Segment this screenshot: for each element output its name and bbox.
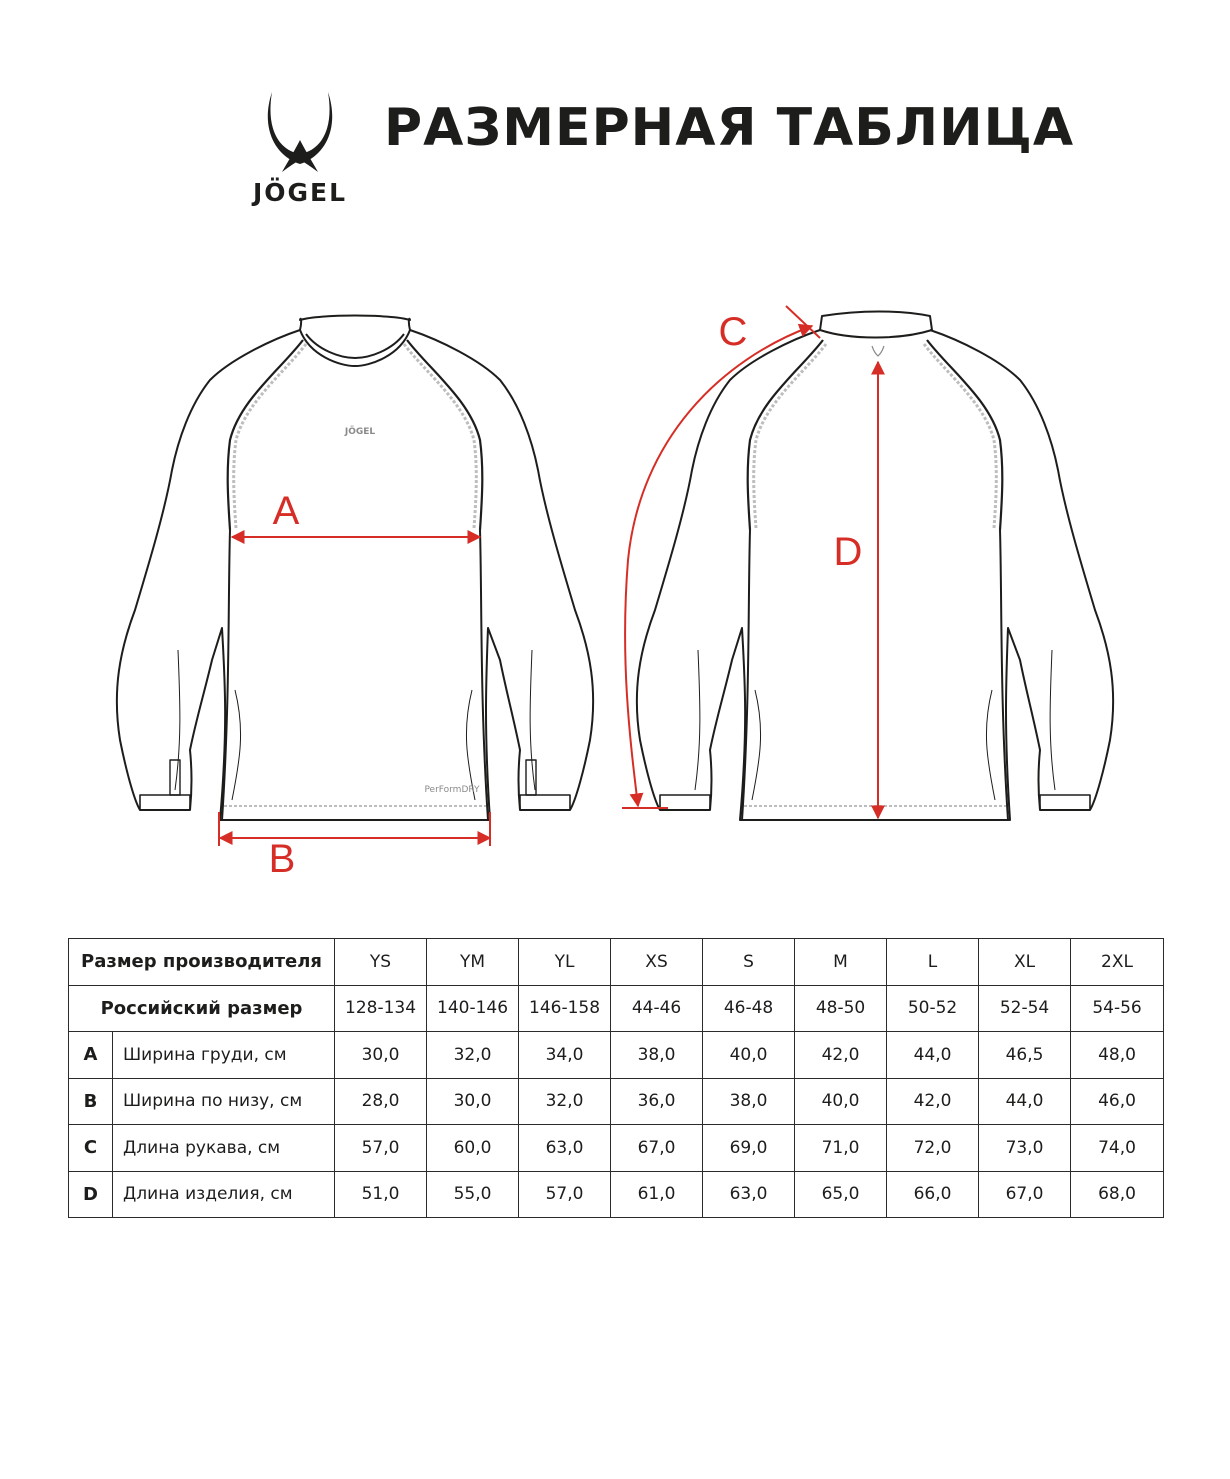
front-view <box>117 316 593 821</box>
size-table <box>68 938 1164 1218</box>
size-cell: YS <box>335 939 427 986</box>
russian-size-cell: 50-52 <box>887 985 979 1032</box>
row-letter: B <box>69 1078 113 1125</box>
brand-wordmark: JÖGEL <box>252 178 348 207</box>
value-cell: 63,0 <box>703 1171 795 1218</box>
value-cell: 65,0 <box>795 1171 887 1218</box>
russian-size-cell: 140-146 <box>427 985 519 1032</box>
value-cell: 51,0 <box>335 1171 427 1218</box>
russian-size-cell: 146-158 <box>519 985 611 1032</box>
value-cell: 42,0 <box>887 1078 979 1125</box>
row-parameter: Длина изделия, см <box>113 1171 335 1218</box>
value-cell: 42,0 <box>795 1032 887 1079</box>
back-logo-icon <box>872 346 884 356</box>
russian-size-cell: 44-46 <box>611 985 703 1032</box>
russian-size-cell: 54-56 <box>1071 985 1164 1032</box>
value-cell: 28,0 <box>335 1078 427 1125</box>
page-title: РАЗМЕРНАЯ ТАБЛИЦА <box>384 98 1075 158</box>
table-row-a <box>69 1032 1164 1079</box>
value-cell: 48,0 <box>1071 1032 1164 1079</box>
row-parameter: Длина рукава, см <box>113 1125 335 1172</box>
value-cell: 74,0 <box>1071 1125 1164 1172</box>
manufacturer-size-label: Размер производителя <box>69 939 335 986</box>
label-c: C <box>718 310 748 354</box>
value-cell: 32,0 <box>519 1078 611 1125</box>
size-cell: 2XL <box>1071 939 1164 986</box>
size-cell: L <box>887 939 979 986</box>
table-row-b <box>69 1078 1164 1125</box>
size-cell: XS <box>611 939 703 986</box>
russian-size-cell: 48-50 <box>795 985 887 1032</box>
russian-size-cell: 128-134 <box>335 985 427 1032</box>
back-panels <box>744 344 1006 806</box>
russian-size-label: Российский размер <box>69 985 335 1032</box>
value-cell: 38,0 <box>611 1032 703 1079</box>
value-cell: 69,0 <box>703 1125 795 1172</box>
front-panels <box>224 344 486 806</box>
value-cell: 71,0 <box>795 1125 887 1172</box>
value-cell: 60,0 <box>427 1125 519 1172</box>
size-cell: YM <box>427 939 519 986</box>
value-cell: 44,0 <box>979 1078 1071 1125</box>
measure-lines <box>219 306 878 846</box>
value-cell: 73,0 <box>979 1125 1071 1172</box>
value-cell: 38,0 <box>703 1078 795 1125</box>
table-row-d <box>69 1171 1164 1218</box>
value-cell: 44,0 <box>887 1032 979 1079</box>
label-d: D <box>833 530 863 574</box>
size-cell: S <box>703 939 795 986</box>
row-parameter: Ширина по низу, см <box>113 1078 335 1125</box>
value-cell: 30,0 <box>335 1032 427 1079</box>
value-cell: 68,0 <box>1071 1171 1164 1218</box>
russian-size-cell: 46-48 <box>703 985 795 1032</box>
front-performdry-text: PerFormDRY <box>424 785 480 795</box>
value-cell: 63,0 <box>519 1125 611 1172</box>
value-cell: 61,0 <box>611 1171 703 1218</box>
value-cell: 46,5 <box>979 1032 1071 1079</box>
value-cell: 72,0 <box>887 1125 979 1172</box>
value-cell: 36,0 <box>611 1078 703 1125</box>
size-cell: M <box>795 939 887 986</box>
value-cell: 66,0 <box>887 1171 979 1218</box>
garment-illustration <box>0 290 1230 890</box>
front-logo-text: JÖGEL <box>344 427 376 437</box>
value-cell: 67,0 <box>979 1171 1071 1218</box>
value-cell: 57,0 <box>519 1171 611 1218</box>
value-cell: 55,0 <box>427 1171 519 1218</box>
table-row-c <box>69 1125 1164 1172</box>
value-cell: 57,0 <box>335 1125 427 1172</box>
value-cell: 34,0 <box>519 1032 611 1079</box>
back-view <box>637 312 1113 821</box>
label-a: A <box>272 489 300 533</box>
label-b: B <box>268 837 296 881</box>
value-cell: 40,0 <box>703 1032 795 1079</box>
value-cell: 46,0 <box>1071 1078 1164 1125</box>
manufacturer-size-row <box>69 939 1164 986</box>
size-cell: XL <box>979 939 1071 986</box>
value-cell: 32,0 <box>427 1032 519 1079</box>
logo-emblem-icon <box>230 88 370 178</box>
russian-size-cell: 52-54 <box>979 985 1071 1032</box>
russian-size-row <box>69 985 1164 1032</box>
row-letter: D <box>69 1171 113 1218</box>
row-letter: A <box>69 1032 113 1079</box>
value-cell: 67,0 <box>611 1125 703 1172</box>
value-cell: 30,0 <box>427 1078 519 1125</box>
brand-logo <box>230 88 370 208</box>
row-letter: C <box>69 1125 113 1172</box>
size-cell: YL <box>519 939 611 986</box>
measure-c-tick <box>786 306 820 338</box>
row-parameter: Ширина груди, см <box>113 1032 335 1079</box>
value-cell: 40,0 <box>795 1078 887 1125</box>
